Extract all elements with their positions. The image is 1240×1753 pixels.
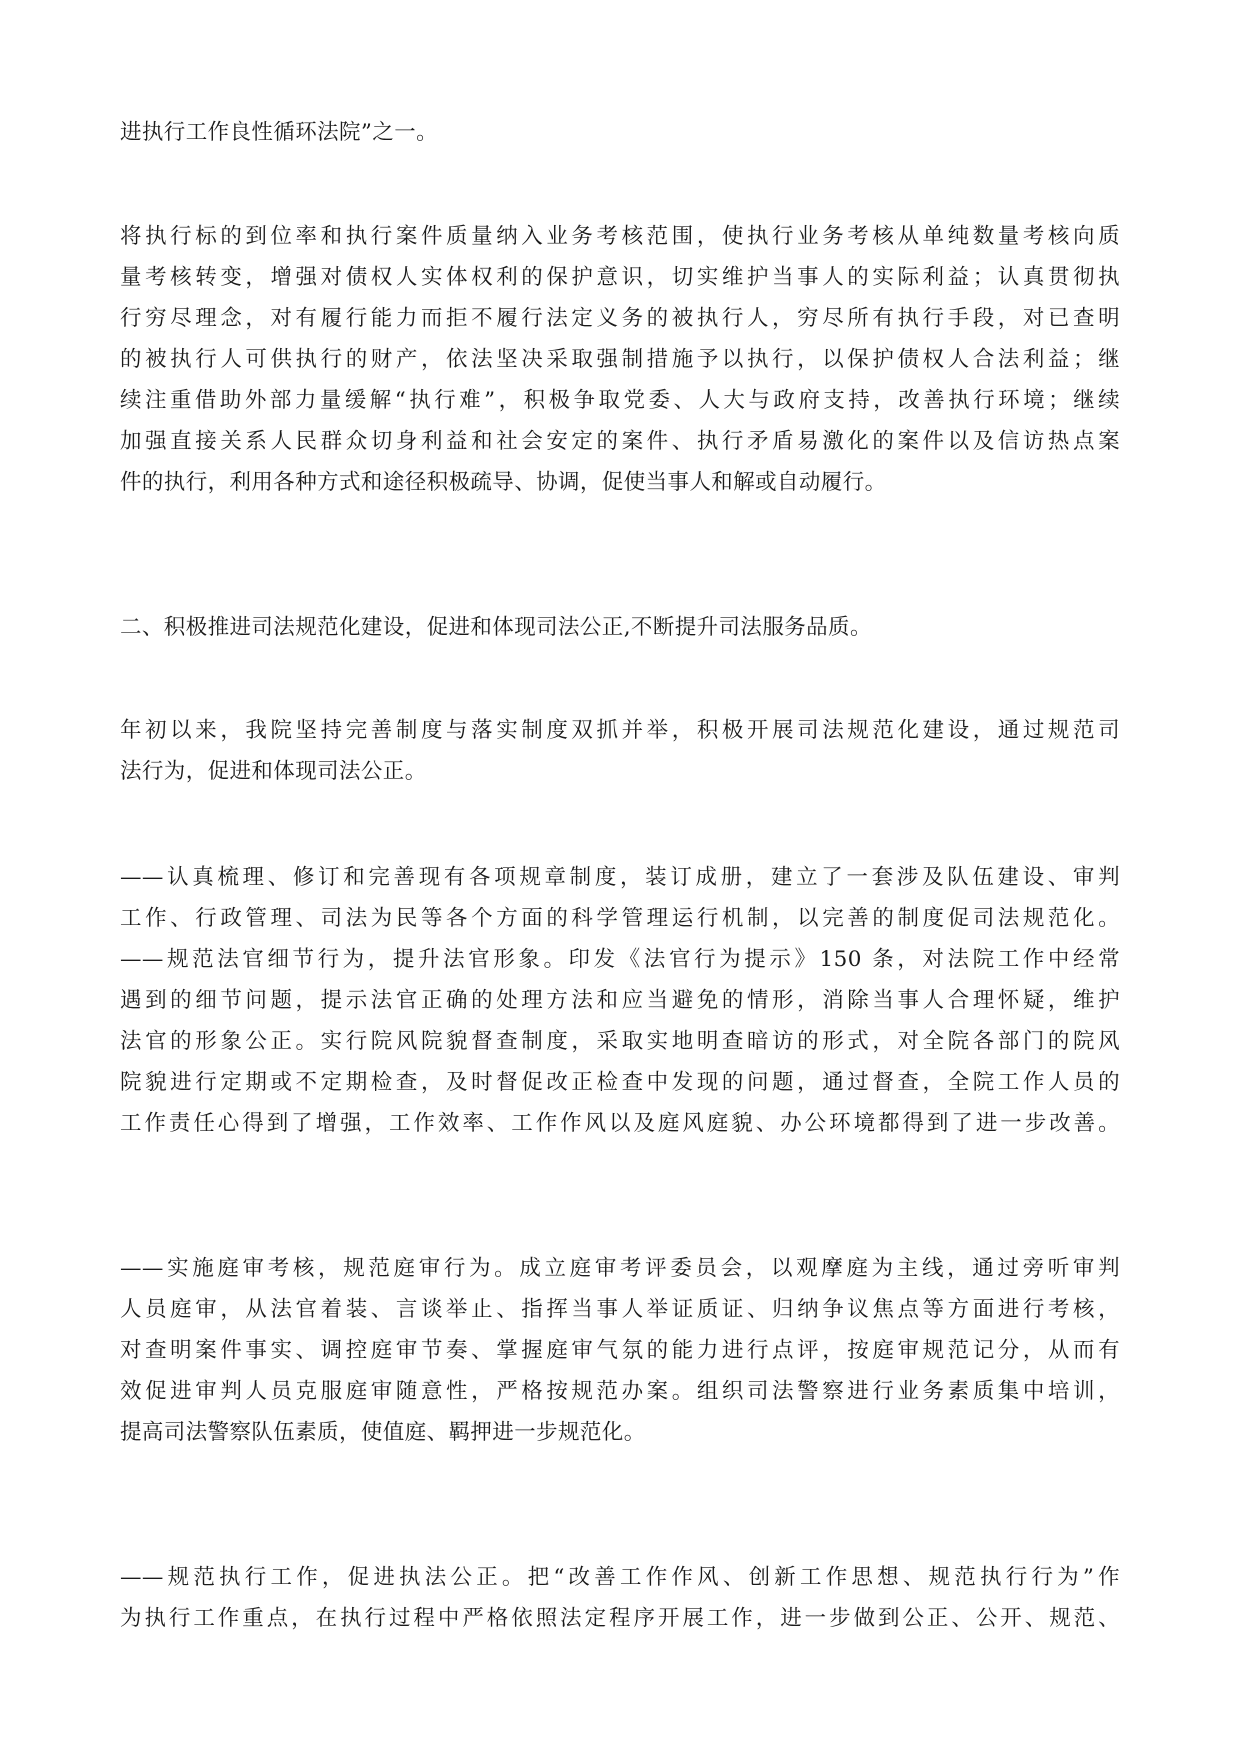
text-line: ——规范执行工作，促进执法公正。把“改善工作作风、创新工作思想、规范执行行为”作 — [120, 1565, 1120, 1590]
text-line: 加强直接关系人民群众切身利益和社会安定的案件、执行矛盾易激化的案件以及信访热点案 — [120, 429, 1120, 454]
text-line: 的被执行人可供执行的财产，依法坚决采取强制措施予以执行，以保护债权人合法利益；继 — [120, 347, 1120, 372]
text-line: 提高司法警察队伍素质，使值庭、羁押进一步规范化。 — [120, 1420, 646, 1445]
text-line: 工作责任心得到了增强，工作效率、工作作风以及庭风庭貌、办公环境都得到了进一步改善。 — [120, 1111, 1120, 1136]
text-line: 件的执行，利用各种方式和途径积极疏导、协调，促使当事人和解或自动履行。 — [120, 470, 887, 495]
text-line: 进执行工作良性循环法院”之一。 — [120, 120, 438, 145]
text-line: 法行为，促进和体现司法公正。 — [120, 759, 427, 784]
text-line: 法官的形象公正。实行院风院貌督查制度，采取实地明查暗访的形式，对全院各部门的院风 — [120, 1029, 1120, 1054]
text-line: 效促进审判人员克服庭审随意性，严格按规范办案。组织司法警察进行业务素质集中培训， — [120, 1379, 1120, 1404]
paragraph-closing-fragment — [120, 112, 1120, 153]
text-line: 年初以来，我院坚持完善制度与落实制度双抓并举，积极开展司法规范化建设，通过规范司 — [120, 718, 1120, 743]
paragraph-enforcement-work — [120, 1557, 1120, 1639]
paragraph-enforcement-assessment — [120, 216, 1120, 503]
text-line: 将执行标的到位率和执行案件质量纳入业务考核范围，使执行业务考核从单纯数量考核向质 — [120, 224, 1120, 249]
text-line: 工作、行政管理、司法为民等各个方面的科学管理运行机制，以完善的制度促司法规范化。 — [120, 906, 1120, 931]
paragraph-regulations — [120, 857, 1120, 1144]
text-line: 院貌进行定期或不定期检查，及时督促改正检查中发现的问题，通过督查，全院工作人员的 — [120, 1070, 1120, 1095]
section-heading-two — [120, 607, 1120, 648]
text-line: 量考核转变，增强对债权人实体权利的保护意识，切实维护当事人的实际利益；认真贯彻执 — [120, 265, 1120, 290]
text-line: 二、积极推进司法规范化建设，促进和体现司法公正,不断提升司法服务品质。 — [120, 615, 872, 640]
text-line: ——认真梳理、修订和完善现有各项规章制度，装订成册，建立了一套涉及队伍建设、审判 — [120, 865, 1120, 890]
text-line: 对查明案件事实、调控庭审节奏、掌握庭审气氛的能力进行点评，按庭审规范记分，从而有 — [120, 1338, 1120, 1363]
text-line: 为执行工作重点，在执行过程中严格依照法定程序开展工作，进一步做到公正、公开、规范、 — [120, 1606, 1120, 1631]
text-line: 续注重借助外部力量缓解“执行难”，积极争取党委、人大与政府支持，改善执行环境；继续 — [120, 388, 1120, 413]
text-line: 行穷尽理念，对有履行能力而拒不履行法定义务的被执行人，穷尽所有执行手段，对已查明 — [120, 306, 1120, 331]
text-line: ——规范法官细节行为，提升法官形象。印发《法官行为提示》150 条，对法院工作中经常 — [120, 947, 1120, 972]
text-line: ——实施庭审考核，规范庭审行为。成立庭审考评委员会，以观摩庭为主线，通过旁听审判 — [120, 1256, 1120, 1281]
paragraph-court-hearing — [120, 1248, 1120, 1453]
paragraph-intro — [120, 710, 1120, 792]
text-line: 遇到的细节问题，提示法官正确的处理方法和应当避免的情形，消除当事人合理怀疑，维护 — [120, 988, 1120, 1013]
text-line: 人员庭审，从法官着装、言谈举止、指挥当事人举证质证、归纳争议焦点等方面进行考核， — [120, 1297, 1120, 1322]
